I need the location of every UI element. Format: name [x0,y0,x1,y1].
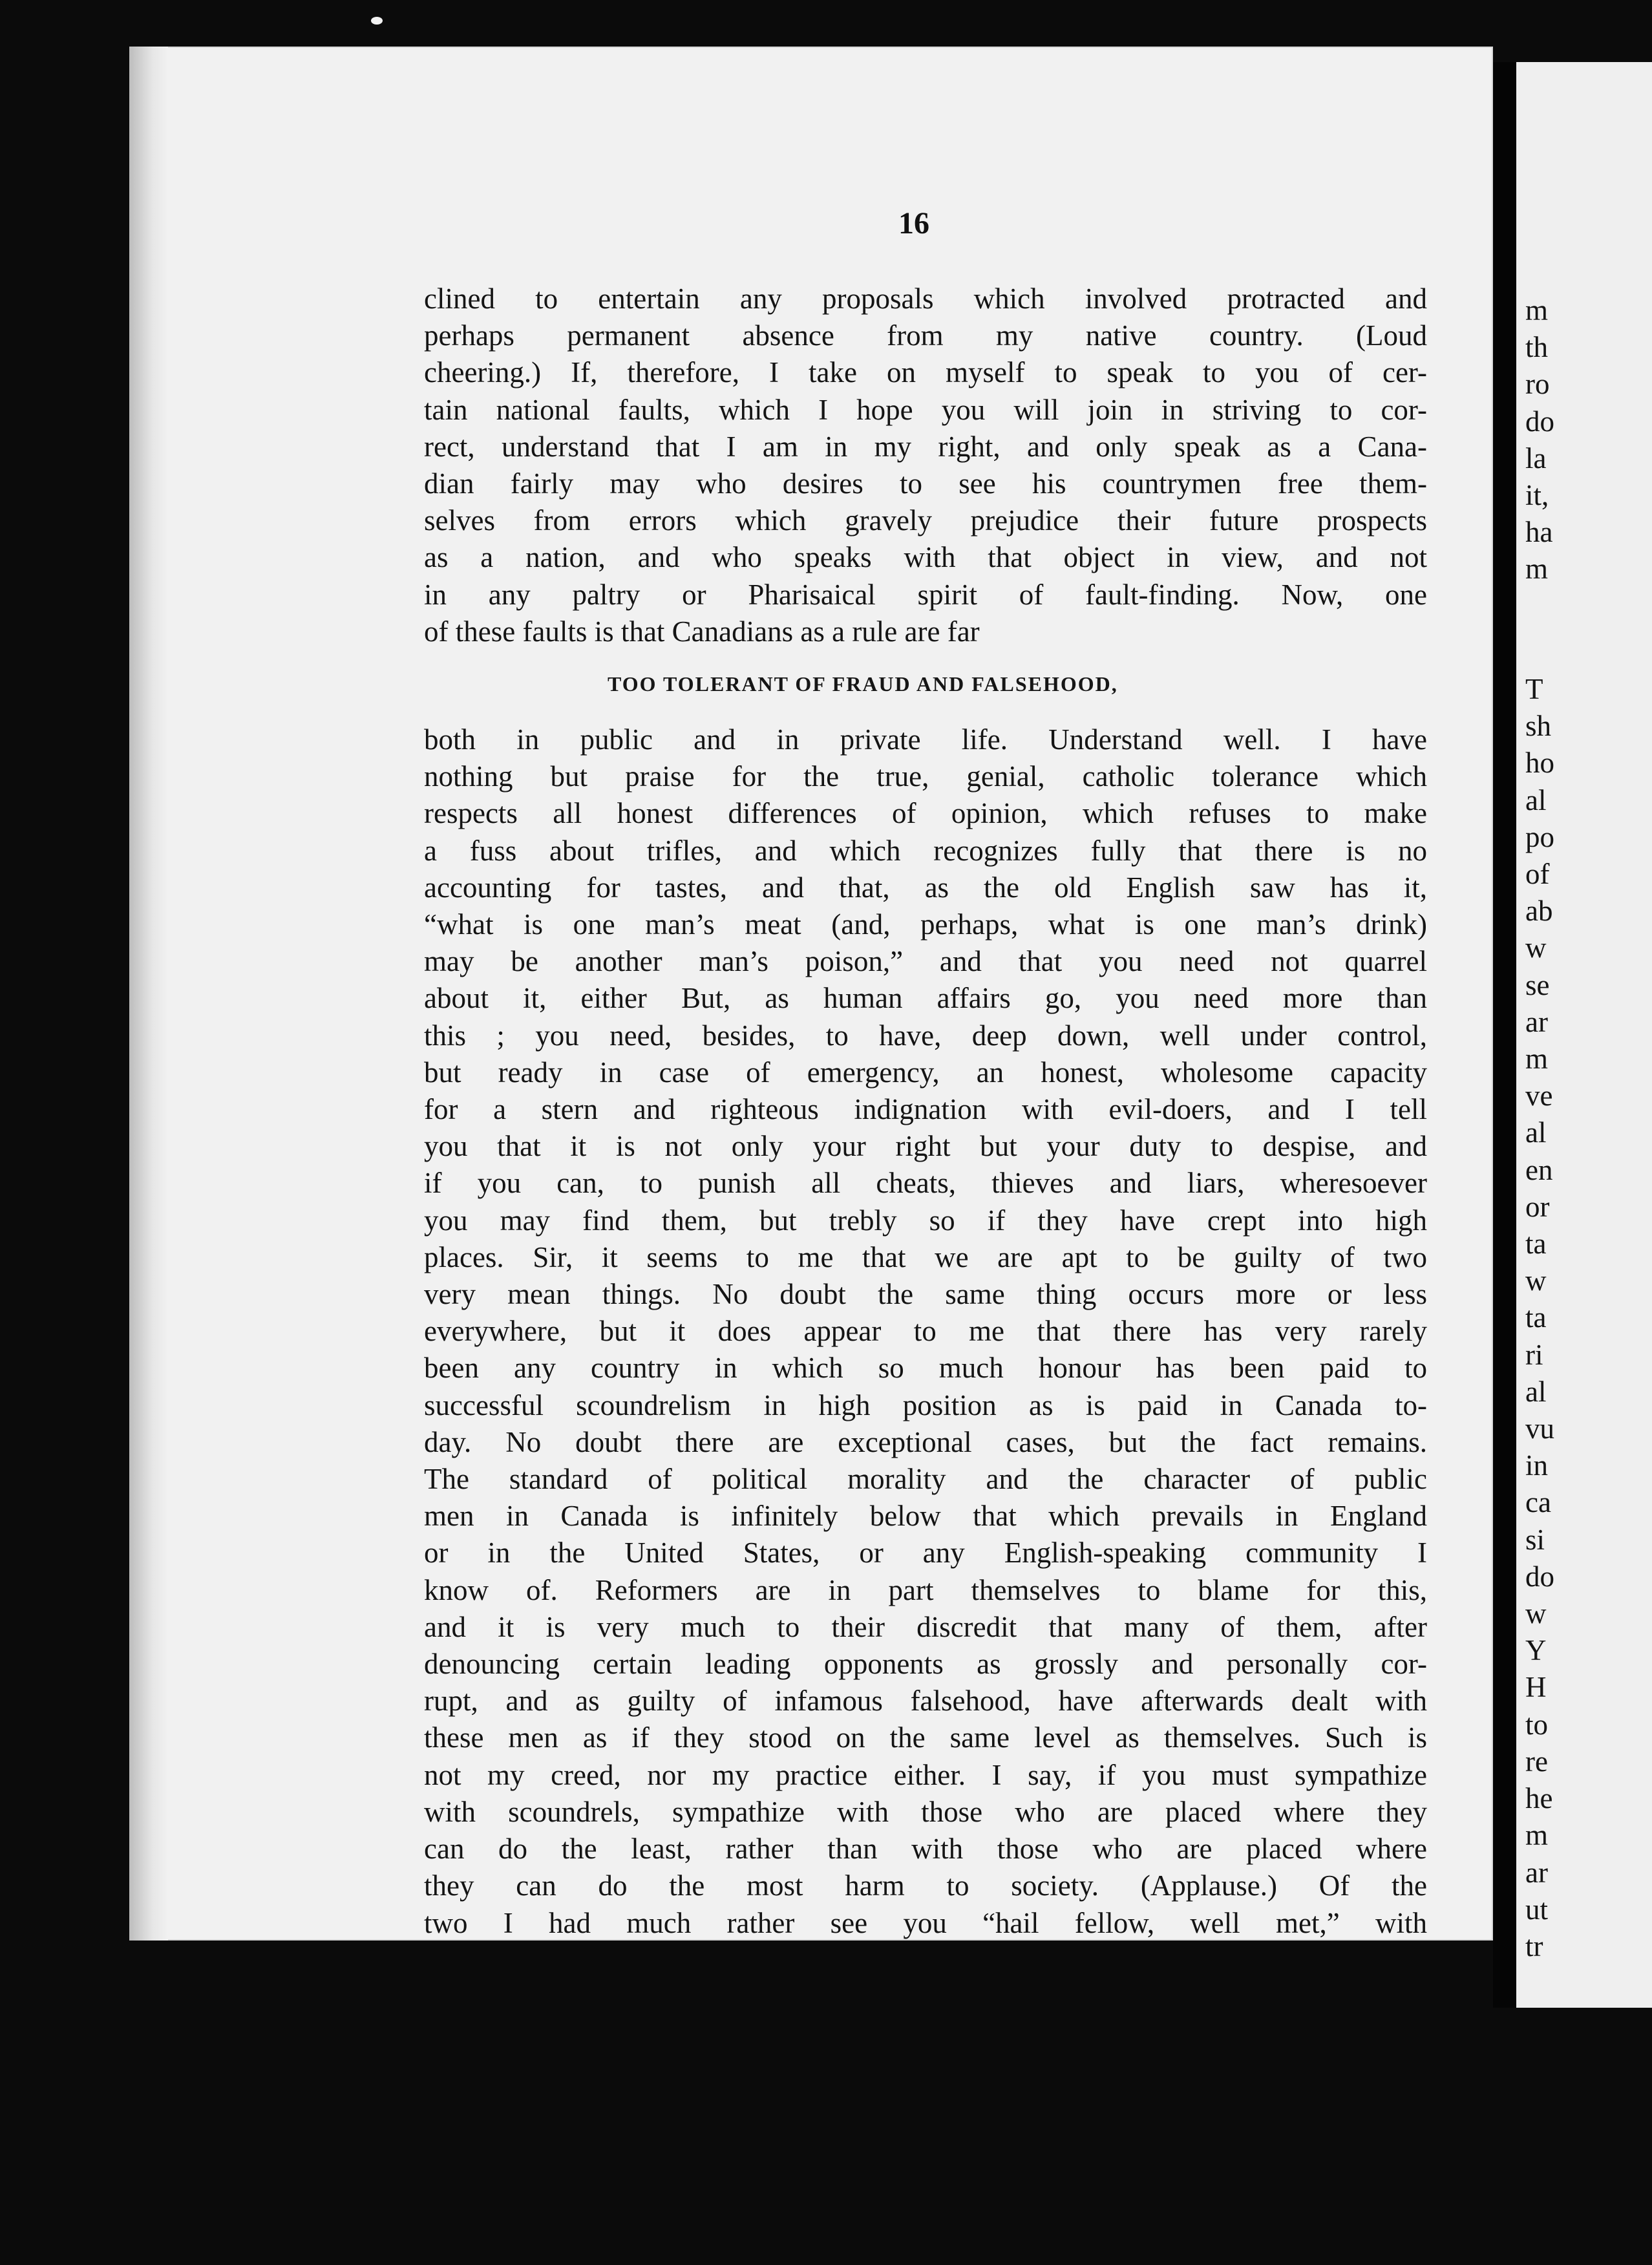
text-line: both in public and in private life. Understand well. I have [424,723,1427,756]
facing-page-fragment: ha [1525,516,1553,549]
text-line: tain national faults, which I hope you will join in striving to cor- [424,393,1427,426]
facing-page-fragment: of [1525,858,1550,891]
text-line: or in the United States, or any English-speaking community I [424,1537,1427,1569]
facing-page-fragment: la [1525,441,1547,474]
facing-page-fragments-bottom [1525,671,1652,1965]
page-edge-shadow [129,47,168,1941]
text-line: very mean things. No doubt the same thing occurs more or less [424,1278,1427,1311]
facing-page-fragment: tr [1525,1930,1543,1962]
facing-page-fragment: re [1525,1745,1548,1778]
facing-page-fragment: or [1525,1190,1550,1223]
paragraph-1 [424,281,1427,650]
facing-page-fragment: to [1525,1708,1549,1741]
text-line: accounting for tastes, and that, as the old English saw has it, [424,871,1427,904]
text-line: in any paltry or Pharisaical spirit of fault-finding. Now, one [424,578,1427,611]
facing-page-fragment: ta [1525,1301,1547,1334]
facing-page-fragment: w [1525,1264,1547,1297]
text-line: about it, either But, as human affairs go, you need more than [424,982,1427,1015]
text-line: been any country in which so much honour has been paid to [424,1352,1427,1385]
text-line: you that it is not only your right but your duty to despise, and [424,1130,1427,1163]
facing-page-fragment: sh [1525,710,1552,743]
facing-page-fragments-top [1525,292,1652,588]
text-line: as a nation, and who speaks with that object in view, and not [424,541,1427,574]
facing-page-fragment: m [1525,1043,1549,1076]
facing-page-fragment: do [1525,1560,1554,1593]
text-line: these men as if they stood on the same level as themselves. Such is [424,1721,1427,1754]
page-number: 16 [898,206,929,240]
facing-page-fragment: H [1525,1671,1547,1704]
facing-page-fragment: ho [1525,747,1554,780]
text-line: selves from errors which gravely prejudice their future prospects [424,504,1427,537]
facing-page-fragment: ab [1525,895,1553,928]
scan-speck [371,17,383,25]
text-line: men in Canada is infinitely below that which prevails in England [424,1500,1427,1533]
facing-page-fragment: en [1525,1153,1553,1186]
text-line: denouncing certain leading opponents as grossly and personally cor- [424,1648,1427,1681]
text-line: can do the least, rather than with those who are placed where [424,1833,1427,1866]
facing-page-fragment: si [1525,1523,1545,1556]
text-line: respects all honest differences of opinion, which refuses to make [424,797,1427,830]
text-line: day. No doubt there are exceptional cases, but the fact remains. [424,1425,1427,1458]
facing-page-fragment: se [1525,968,1550,1001]
text-line: may be another man’s poison,” and that you need not quarrel [424,945,1427,978]
text-line: two I had much rather see you “hail fellow, well met,” with [424,1906,1427,1939]
facing-page-fragment: he [1525,1782,1553,1815]
facing-page-fragment: ut [1525,1893,1549,1926]
text-line: of these faults is that Canadians as a rule are far [424,615,980,648]
text-line: rupt, and as guilty of infamous falsehood, have afterwards dealt with [424,1685,1427,1717]
facing-page-fragment: ta [1525,1228,1547,1260]
text-line: perhaps permanent absence from my native country. (Loud [424,319,1427,352]
facing-page-fragment: w [1525,931,1547,964]
text-line: cheering.) If, therefore, I take on myself to speak to you of cer- [424,356,1427,389]
facing-page-fragment: vu [1525,1412,1554,1445]
facing-page-fragment: w [1525,1597,1547,1630]
text-line: know of. Reformers are in part themselves to blame for this, [424,1573,1427,1606]
facing-page-fragment: ca [1525,1486,1551,1519]
text-line: successful scoundrelism in high position as is paid in Canada to- [424,1388,1427,1421]
facing-page-fragment: ro [1525,368,1550,401]
facing-page-fragment: m [1525,1819,1549,1852]
facing-page-fragment: ar [1525,1005,1548,1038]
book-gutter [1493,62,1516,2008]
text-line: with scoundrels, sympathize with those who are placed where they [424,1795,1427,1828]
facing-page-fragment: it, [1525,479,1549,512]
facing-page-fragment: po [1525,820,1554,853]
text-line: a fuss about trifles, and which recognizes fully that there is no [424,834,1427,867]
text-line: if you can, to punish all cheats, thieves and liars, wheresoever [424,1167,1427,1200]
facing-page-fragment: ar [1525,1856,1548,1889]
facing-page-fragment: al [1525,1116,1547,1149]
text-line: this ; you need, besides, to have, deep down, well under control, [424,1019,1427,1052]
facing-page-fragment: al [1525,783,1547,816]
text-line: nothing but praise for the true, genial, catholic tolerance which [424,760,1427,793]
facing-page-fragment: m [1525,294,1549,326]
facing-page-fragment: th [1525,331,1549,364]
text-line: not my creed, nor my practice either. I say, if you must sympathize [424,1758,1427,1791]
facing-page-fragment: m [1525,553,1549,586]
text-line: everywhere, but it does appear to me that there has very rarely [424,1315,1427,1348]
facing-page-fragment: T [1525,673,1543,705]
facing-page-fragment: ve [1525,1079,1553,1112]
text-line: but ready in case of emergency, an honest, wholesome capacity [424,1056,1427,1089]
text-line: you may find them, but trebly so if they have crept into high [424,1204,1427,1237]
text-line: dian fairly may who desires to see his countrymen free them- [424,467,1427,500]
facing-page-fragment: in [1525,1449,1549,1482]
facing-page-fragment: Y [1525,1634,1547,1667]
facing-page-fragment: al [1525,1375,1547,1408]
text-line: clined to entertain any proposals which involved protracted and [424,282,1427,315]
text-line: and it is very much to their discredit that many of them, after [424,1610,1427,1643]
text-line: places. Sir, it seems to me that we are apt to be guilty of two [424,1240,1427,1273]
text-line: for a stern and righteous indignation with evil-doers, and I tell [424,1093,1427,1126]
text-line: “what is one man’s meat (and, perhaps, what is one man’s drink) [424,908,1427,941]
section-heading: TOO TOLERANT OF FRAUD AND FALSEHOOD, [608,672,1118,696]
facing-page-fragment: ri [1525,1338,1543,1371]
paragraph-2 [424,721,1427,1942]
text-line: The standard of political morality and the character of public [424,1463,1427,1496]
text-line: they can do the most harm to society. (Applause.) Of the [424,1869,1427,1902]
facing-page-fragment: do [1525,405,1554,438]
text-line: rect, understand that I am in my right, and only speak as a Cana- [424,430,1427,463]
